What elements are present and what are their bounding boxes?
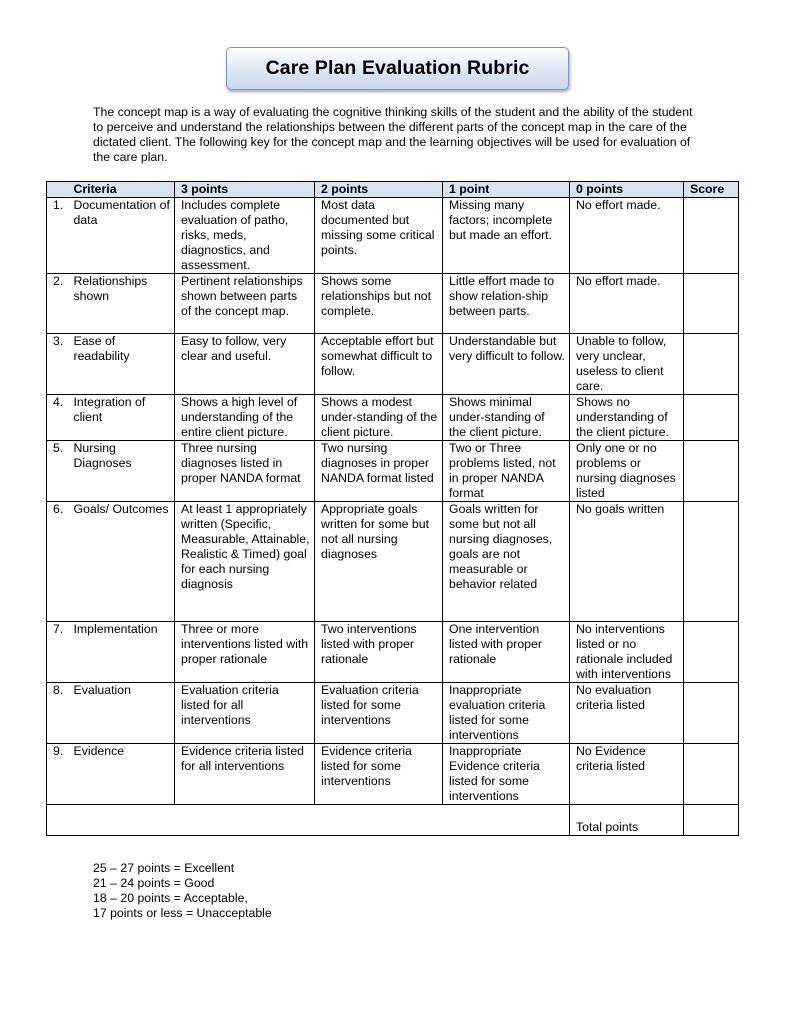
row-number: 4.	[47, 395, 70, 441]
cell-2-points: Evidence criteria listed for some interventions	[315, 744, 443, 805]
grading-scale	[93, 861, 272, 921]
cell-1-point: Missing many factors; incomplete but made an effort.	[443, 198, 570, 274]
cell-0-points: No interventions listed or no rationale included with interventions	[570, 622, 684, 683]
row-criteria: Integration of client	[70, 395, 175, 441]
header-3-points: 3 points	[175, 182, 315, 198]
grading-line: 25 – 27 points = Excellent	[93, 861, 235, 875]
cell-2-points: Appropriate goals written for some but not all nursing diagnoses	[315, 502, 443, 622]
cell-3-points: Easy to follow, very clear and useful.	[175, 334, 315, 395]
intro-paragraph: The concept map is a way of evaluating the cognitive thinking skills of the student and the ability of the student to perceive and understand the relationships between the different parts of the concept map in the care of the dictated client. The following key for the concept map and the learning objectives will be used for evaluation of the care plan.	[93, 105, 693, 164]
row-criteria: Implementation	[70, 622, 175, 683]
table-row	[47, 744, 739, 805]
cell-score[interactable]	[684, 274, 739, 334]
header-score: Score	[684, 182, 739, 198]
cell-score[interactable]	[684, 502, 739, 622]
cell-3-points: Evidence criteria listed for all interventions	[175, 744, 315, 805]
cell-1-point: Understandable but very difficult to follow.	[443, 334, 570, 395]
cell-score[interactable]	[684, 334, 739, 395]
cell-0-points: No effort made.	[570, 198, 684, 274]
cell-score[interactable]	[684, 683, 739, 744]
cell-1-point: Inappropriate Evidence criteria listed for some interventions	[443, 744, 570, 805]
row-number: 1.	[47, 198, 70, 274]
total-row	[47, 805, 739, 836]
header-2-points: 2 points	[315, 182, 443, 198]
grading-line: 17 points or less = Unacceptable	[93, 906, 272, 920]
total-points-label: Total points	[570, 805, 684, 836]
total-blank	[47, 805, 570, 836]
table-row	[47, 274, 739, 334]
cell-1-point: Little effort made to show relation-ship between parts.	[443, 274, 570, 334]
cell-1-point: Goals written for some but not all nursing diagnoses, goals are not measurable or behavior related	[443, 502, 570, 622]
cell-2-points: Most data documented but missing some critical points.	[315, 198, 443, 274]
grading-line: 21 – 24 points = Good	[93, 876, 215, 890]
cell-3-points: Three nursing diagnoses listed in proper NANDA format	[175, 441, 315, 502]
row-number: 9.	[47, 744, 70, 805]
cell-3-points: Shows a high level of understanding of the entire client picture.	[175, 395, 315, 441]
table-row	[47, 334, 739, 395]
cell-1-point: Inappropriate evaluation criteria listed for some interventions	[443, 683, 570, 744]
cell-score[interactable]	[684, 395, 739, 441]
row-criteria: Relationships shown	[70, 274, 175, 334]
header-0-points: 0 points	[570, 182, 684, 198]
cell-3-points: Pertinent relationships shown between parts of the concept map.	[175, 274, 315, 334]
cell-score[interactable]	[684, 198, 739, 274]
cell-1-point: One intervention listed with proper rationale	[443, 622, 570, 683]
cell-1-point: Two or Three problems listed, not in proper NANDA format	[443, 441, 570, 502]
cell-3-points: At least 1 appropriately written (Specific, Measurable, Attainable, Realistic & Timed) goal for each nursing diagnosis	[175, 502, 315, 622]
page-title: Care Plan Evaluation Rubric	[265, 57, 530, 79]
row-number: 5.	[47, 441, 70, 502]
cell-score[interactable]	[684, 441, 739, 502]
cell-2-points: Acceptable effort but somewhat difficult to follow.	[315, 334, 443, 395]
cell-3-points: Three or more interventions listed with proper rationale	[175, 622, 315, 683]
row-criteria: Evidence	[70, 744, 175, 805]
cell-0-points: Only one or no problems or nursing diagnoses listed	[570, 441, 684, 502]
cell-score[interactable]	[684, 622, 739, 683]
table-row	[47, 441, 739, 502]
cell-0-points: No evaluation criteria listed	[570, 683, 684, 744]
cell-2-points: Two interventions listed with proper rationale	[315, 622, 443, 683]
table-row	[47, 502, 739, 622]
table-row	[47, 198, 739, 274]
cell-2-points: Evaluation criteria listed for some interventions	[315, 683, 443, 744]
rubric-table	[46, 181, 739, 836]
cell-3-points: Evaluation criteria listed for all interventions	[175, 683, 315, 744]
header-num	[47, 182, 70, 198]
header-criteria: Criteria	[70, 182, 175, 198]
row-number: 2.	[47, 274, 70, 334]
row-criteria: Documentation of data	[70, 198, 175, 274]
cell-0-points: Shows no understanding of the client picture.	[570, 395, 684, 441]
row-criteria: Nursing Diagnoses	[70, 441, 175, 502]
grading-line: 18 – 20 points = Acceptable,	[93, 891, 248, 905]
row-criteria: Evaluation	[70, 683, 175, 744]
table-row	[47, 395, 739, 441]
row-number: 7.	[47, 622, 70, 683]
row-number: 6.	[47, 502, 70, 622]
row-number: 3.	[47, 334, 70, 395]
cell-2-points: Shows a modest under-standing of the client picture.	[315, 395, 443, 441]
cell-1-point: Shows minimal under-standing of the client picture.	[443, 395, 570, 441]
cell-2-points: Shows some relationships but not complete.	[315, 274, 443, 334]
total-points-value[interactable]	[684, 805, 739, 836]
cell-3-points: Includes complete evaluation of patho, risks, meds, diagnostics, and assessment.	[175, 198, 315, 274]
header-1-point: 1 point	[443, 182, 570, 198]
table-row	[47, 683, 739, 744]
row-criteria: Goals/ Outcomes	[70, 502, 175, 622]
header-row	[47, 182, 739, 198]
table-row	[47, 622, 739, 683]
cell-0-points: No goals written	[570, 502, 684, 622]
title-banner	[226, 47, 569, 90]
cell-0-points: Unable to follow, very unclear, useless to client care.	[570, 334, 684, 395]
cell-0-points: No effort made.	[570, 274, 684, 334]
row-number: 8.	[47, 683, 70, 744]
row-criteria: Ease of readability	[70, 334, 175, 395]
cell-0-points: No Evidence criteria listed	[570, 744, 684, 805]
cell-2-points: Two nursing diagnoses in proper NANDA format listed	[315, 441, 443, 502]
cell-score[interactable]	[684, 744, 739, 805]
